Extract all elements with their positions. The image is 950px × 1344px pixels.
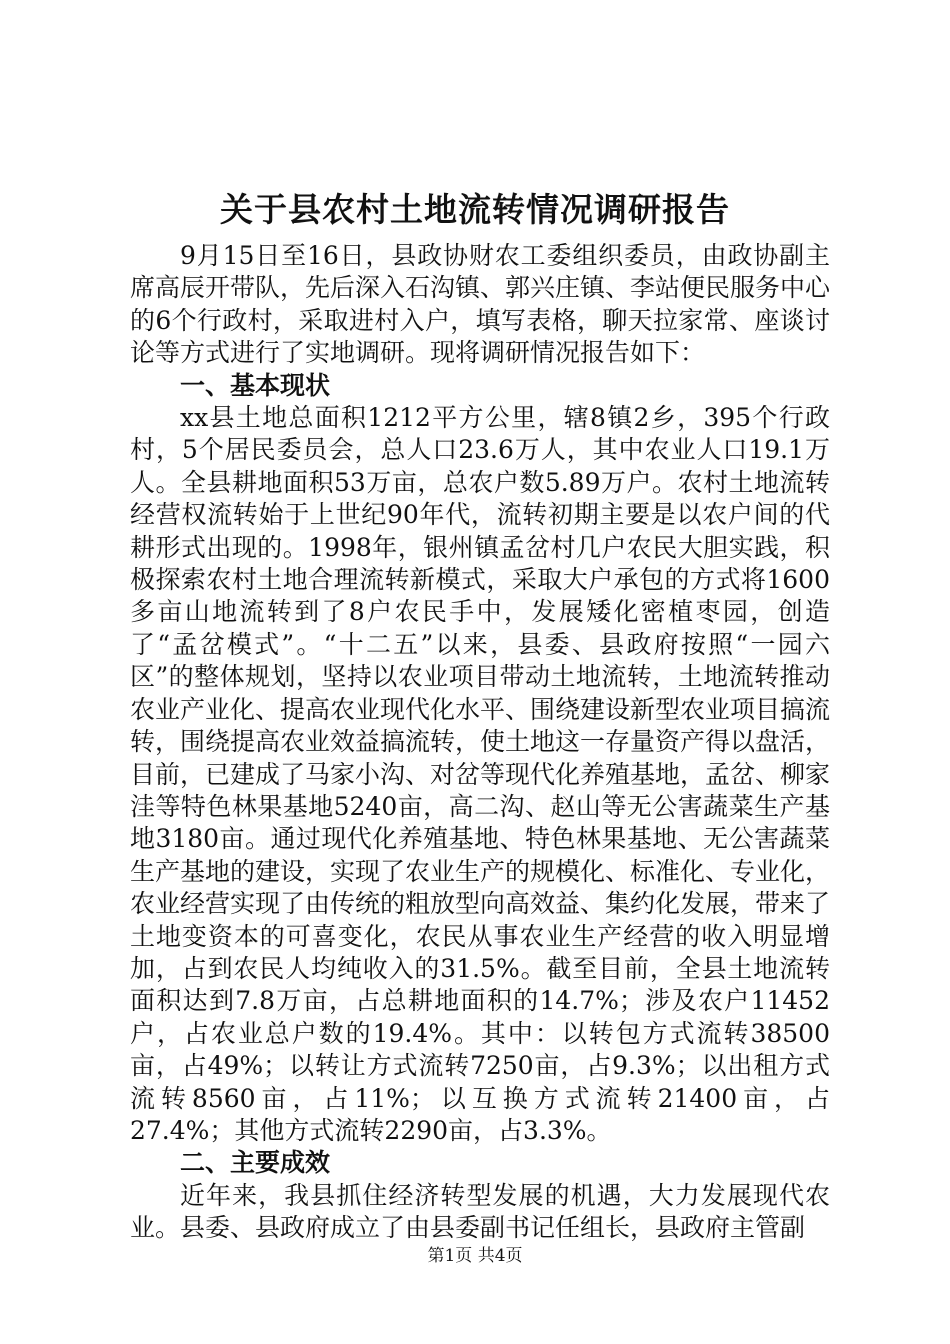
main-results-paragraph: 近年来，我县抓住经济转型发展的机遇，大力发展现代农业。县委、县政府成立了由县委副书记任组长，县政府主管副 <box>130 1180 830 1243</box>
section-heading-main-results: 二、主要成效 <box>180 1148 331 1178</box>
basic-status-paragraph: xx县土地总面积1212平方公里，辖8镇2乡，395个行政村，5个居民委员会，总人口23.6万人，其中农业人口19.1万人。全县耕地面积53万亩，总农户数5.89万户。农村土地流转经营权流转始于上世纪90年代，流转初期主要是以农户间的代耕形式出现的。1998年，银州镇孟岔村几户农民大胆实践，积极探索农村土地合理流转新模式，采取大户承包的方式将1600多亩山地流转到了8户农民手中，发展矮化密植枣园，创造了“孟岔模式”。“十二五”以来，县委、县政府按照“一园六区”的整体规划，坚持以农业项目带动土地流转，土地流转推动农业产业化、提高农业现代化水平、围绕建设新型农业项目搞流转，围绕提高农业效益搞流转，使土地这一存量资产得以盘活，目前，已建成了马家小沟、对岔等现代化养殖基地，孟岔、柳家洼等特色林果基地5240亩，高二沟、赵山等无公害蔬菜生产基地3180亩。通过现代化养殖基地、特色林果基地、无公害蔬菜生产基地的建设，实现了农业生产的规模化、标准化、专业化，农业经营实现了由传统的粗放型向高效益、集约化发展，带来了土地变资本的可喜变化，农民从事农业生产经营的收入明显增加，占到农民人均纯收入的31.5%。截至目前，全县土地流转面积达到7.8万亩，占总耕地面积的14.7%；涉及农户11452户，占农业总户数的19.4%。其中：以转包方式流转38500亩，占49%；以转让方式流转7250亩，占9.3%；以出租方式流转8560亩，占11%；以互换方式流转21400亩，占27.4%；其他方式流转2290亩，占3.3%。 <box>130 403 831 1145</box>
document-body <box>130 240 830 1245</box>
section-heading-basic-status: 一、基本现状 <box>180 370 331 400</box>
page-footer: 第1页 共4页 <box>427 1246 523 1266</box>
document-title: 关于县农村土地流转情况调研报告 <box>220 190 730 229</box>
intro-paragraph: 9月15日至16日，县政协财农工委组织委员，由政协副主席高辰开带队，先后深入石沟镇、郭兴庄镇、李站便民服务中心的6个行政村，采取进村入户，填写表格，聊天拉家常、座谈讨论等方式进行了实地调研。现将调研情况报告如下： <box>130 241 831 368</box>
